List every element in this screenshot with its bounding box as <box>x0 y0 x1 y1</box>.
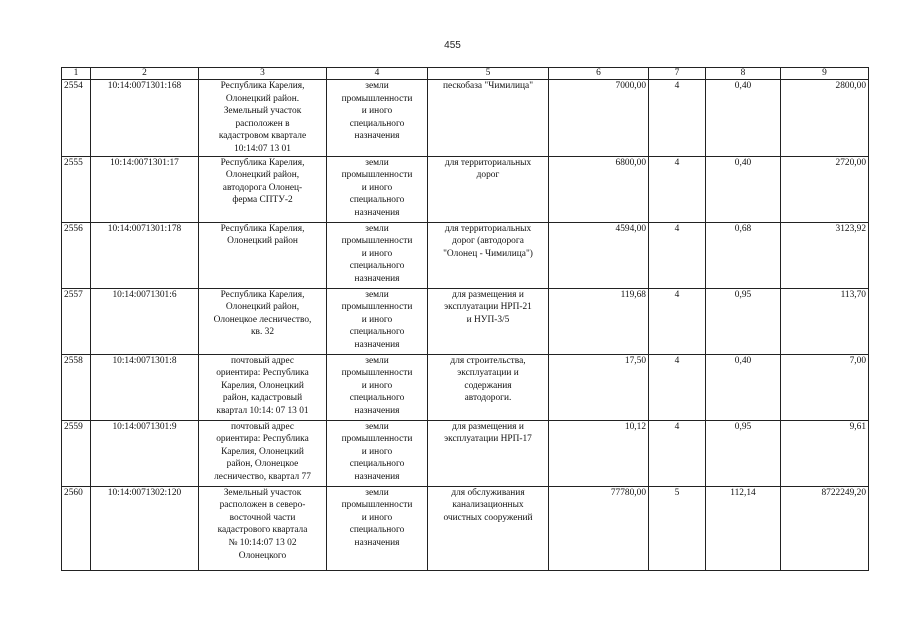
category-line: земли <box>365 157 389 168</box>
category-line: назначения <box>354 273 400 284</box>
land-category-cell <box>327 486 428 570</box>
column-9-cell: 2800,00 <box>781 80 869 157</box>
category-line: и иного <box>361 512 393 523</box>
usage-line: эксплуатации НРП-21 <box>444 302 532 313</box>
table-row <box>62 288 869 354</box>
row-number-cell: 2555 <box>62 156 91 222</box>
usage-line: "Олонец - Чимилица") <box>443 248 533 259</box>
land-plots-table <box>61 67 869 571</box>
row-number-cell: 2558 <box>62 354 91 420</box>
address-line: кадастровом квартале <box>218 131 307 142</box>
address-cell <box>199 156 327 222</box>
address-line: расположен в северо- <box>219 500 306 511</box>
area-cell: 6800,00 <box>549 156 649 222</box>
address-line: район, кадастровый <box>222 393 303 404</box>
usage-line: для обслуживания <box>451 487 525 498</box>
category-line: промышленности <box>341 434 413 445</box>
column-7-cell: 4 <box>649 354 706 420</box>
usage-line: и НУП-3/5 <box>466 314 510 325</box>
address-line: ориентира: Республика <box>216 368 309 379</box>
category-line: и иного <box>361 106 393 117</box>
address-line: восточной части <box>229 512 296 523</box>
permitted-use-cell <box>428 420 549 486</box>
usage-line: содержания <box>464 380 512 391</box>
row-number-cell: 2560 <box>62 486 91 570</box>
table-row <box>62 486 869 570</box>
permitted-use-cell <box>428 354 549 420</box>
column-header: 9 <box>781 68 869 80</box>
area-cell: 7000,00 <box>549 80 649 157</box>
cadastral-number-cell: 10:14:0071302:120 <box>91 486 199 570</box>
area-cell: 4594,00 <box>549 222 649 288</box>
address-line: автодорога Олонец- <box>222 182 303 193</box>
category-line: назначения <box>354 471 400 482</box>
column-9-cell: 3123,92 <box>781 222 869 288</box>
address-line: ориентира: Республика <box>216 434 309 445</box>
address-line: Республика Карелия, <box>220 289 305 300</box>
column-8-cell: 0,40 <box>706 354 781 420</box>
address-line: район, Олонецкое <box>226 459 299 470</box>
column-header: 7 <box>649 68 706 80</box>
cadastral-number-cell: 10:14:0071301:8 <box>91 354 199 420</box>
category-line: назначения <box>354 537 400 548</box>
usage-line: дорог (автодорога <box>452 236 524 247</box>
column-9-cell: 7,00 <box>781 354 869 420</box>
area-cell: 10,12 <box>549 420 649 486</box>
column-9-cell: 9,61 <box>781 420 869 486</box>
category-line: назначения <box>354 131 400 142</box>
address-line: почтовый адрес <box>230 355 295 366</box>
category-line: земли <box>365 421 389 432</box>
category-line: промышленности <box>341 170 413 181</box>
column-7-cell: 4 <box>649 288 706 354</box>
land-category-cell <box>327 420 428 486</box>
column-8-cell: 0,95 <box>706 420 781 486</box>
address-line: лесничество, квартал 77 <box>214 471 311 482</box>
permitted-use-cell <box>428 80 549 157</box>
usage-line: дорог <box>476 170 500 181</box>
column-9-cell: 113,70 <box>781 288 869 354</box>
address-line: расположен в <box>235 118 290 129</box>
address-line: кадастрового квартала <box>217 525 308 536</box>
column-7-cell: 4 <box>649 80 706 157</box>
address-cell <box>199 288 327 354</box>
address-line: Карелия, Олонецкий <box>221 380 304 391</box>
row-number-cell: 2554 <box>62 80 91 157</box>
cadastral-number-cell: 10:14:0071301:9 <box>91 420 199 486</box>
column-7-cell: 4 <box>649 222 706 288</box>
table-row <box>62 80 869 157</box>
address-line: Олонецкий район. <box>225 93 300 104</box>
row-number-cell: 2559 <box>62 420 91 486</box>
header-row <box>62 68 869 80</box>
column-8-cell: 0,95 <box>706 288 781 354</box>
column-header: 3 <box>199 68 327 80</box>
table-row <box>62 222 869 288</box>
usage-line: для территориальных <box>444 157 532 168</box>
address-cell <box>199 80 327 157</box>
cadastral-number-cell: 10:14:0071301:17 <box>91 156 199 222</box>
column-7-cell: 4 <box>649 420 706 486</box>
page-number: 455 <box>444 40 461 51</box>
address-cell <box>199 354 327 420</box>
area-cell: 119,68 <box>549 288 649 354</box>
cadastral-number-cell: 10:14:0071301:6 <box>91 288 199 354</box>
address-line: почтовый адрес <box>230 421 295 432</box>
category-line: земли <box>365 289 389 300</box>
usage-line: для строительства, <box>450 355 526 366</box>
cadastral-number-cell: 10:14:0071301:178 <box>91 222 199 288</box>
address-line: Олонецкое лесничество, <box>213 314 312 325</box>
area-cell: 77780,00 <box>549 486 649 570</box>
permitted-use-cell <box>428 288 549 354</box>
table-row <box>62 354 869 420</box>
permitted-use-cell <box>428 156 549 222</box>
area-cell: 17,50 <box>549 354 649 420</box>
row-number-cell: 2557 <box>62 288 91 354</box>
address-line: квартал 10:14: 07 13 01 <box>216 405 309 416</box>
category-line: специального <box>349 195 405 206</box>
usage-line: для территориальных <box>444 223 532 234</box>
column-header: 6 <box>549 68 649 80</box>
category-line: промышленности <box>341 302 413 313</box>
usage-line: для размещения и <box>452 289 524 300</box>
category-line: земли <box>365 487 389 498</box>
address-cell <box>199 222 327 288</box>
column-7-cell: 5 <box>649 486 706 570</box>
land-category-cell <box>327 354 428 420</box>
category-line: промышленности <box>341 236 413 247</box>
column-8-cell: 0,68 <box>706 222 781 288</box>
category-line: специального <box>349 393 405 404</box>
usage-line: автодороги. <box>464 393 512 404</box>
category-line: специального <box>349 118 405 129</box>
address-cell <box>199 420 327 486</box>
column-header: 4 <box>327 68 428 80</box>
column-header: 2 <box>91 68 199 80</box>
category-line: назначения <box>354 207 400 218</box>
land-category-cell <box>327 288 428 354</box>
address-line: Земельный участок <box>223 487 302 498</box>
column-8-cell: 112,14 <box>706 486 781 570</box>
column-8-cell: 0,40 <box>706 156 781 222</box>
address-line: ферма СПТУ-2 <box>232 195 293 206</box>
column-7-cell: 4 <box>649 156 706 222</box>
category-line: специального <box>349 525 405 536</box>
category-line: специального <box>349 459 405 470</box>
address-line: Земельный участок <box>223 106 302 117</box>
category-line: специального <box>349 327 405 338</box>
table-body <box>62 80 869 571</box>
address-line: Республика Карелия, <box>220 223 305 234</box>
land-category-cell <box>327 80 428 157</box>
address-line: № 10:14:07 13 02 <box>228 537 297 548</box>
permitted-use-cell <box>428 222 549 288</box>
table-row <box>62 420 869 486</box>
category-line: специального <box>349 261 405 272</box>
category-line: и иного <box>361 446 393 457</box>
column-8-cell: 0,40 <box>706 80 781 157</box>
column-9-cell: 8722249,20 <box>781 486 869 570</box>
column-9-cell: 2720,00 <box>781 156 869 222</box>
land-category-cell <box>327 156 428 222</box>
category-line: назначения <box>354 339 400 350</box>
category-line: и иного <box>361 314 393 325</box>
usage-line: очистных сооружений <box>443 512 533 523</box>
category-line: земли <box>365 223 389 234</box>
address-cell <box>199 486 327 570</box>
address-line: Олонецкий район, <box>225 302 300 313</box>
category-line: промышленности <box>341 368 413 379</box>
column-header: 5 <box>428 68 549 80</box>
usage-line: эксплуатации НРП-17 <box>444 434 532 445</box>
permitted-use-cell <box>428 486 549 570</box>
cadastral-number-cell: 10:14:0071301:168 <box>91 80 199 157</box>
column-header: 1 <box>62 68 91 80</box>
category-line: назначения <box>354 405 400 416</box>
category-line: и иного <box>361 380 393 391</box>
land-category-cell <box>327 222 428 288</box>
address-line: 10:14:07 13 01 <box>234 143 291 154</box>
address-line: Республика Карелия, <box>220 157 305 168</box>
address-line: Олонецкого <box>238 550 287 561</box>
address-line: кв. 32 <box>250 327 275 338</box>
address-line: Республика Карелия, <box>220 81 305 91</box>
usage-line: пескобаза "Чимилица" <box>442 81 534 91</box>
category-line: промышленности <box>341 93 413 104</box>
category-line: земли <box>365 81 389 91</box>
usage-line: для размещения и <box>452 421 524 432</box>
usage-line: эксплуатации и <box>457 368 519 379</box>
address-line: Олонецкий район, <box>225 170 300 181</box>
category-line: земли <box>365 355 389 366</box>
usage-line: канализационных <box>452 500 524 511</box>
address-line: Олонецкий район <box>227 236 298 247</box>
column-header: 8 <box>706 68 781 80</box>
row-number-cell: 2556 <box>62 222 91 288</box>
category-line: и иного <box>361 248 393 259</box>
address-line: Карелия, Олонецкий <box>221 446 304 457</box>
category-line: промышленности <box>341 500 413 511</box>
table-row <box>62 156 869 222</box>
category-line: и иного <box>361 182 393 193</box>
